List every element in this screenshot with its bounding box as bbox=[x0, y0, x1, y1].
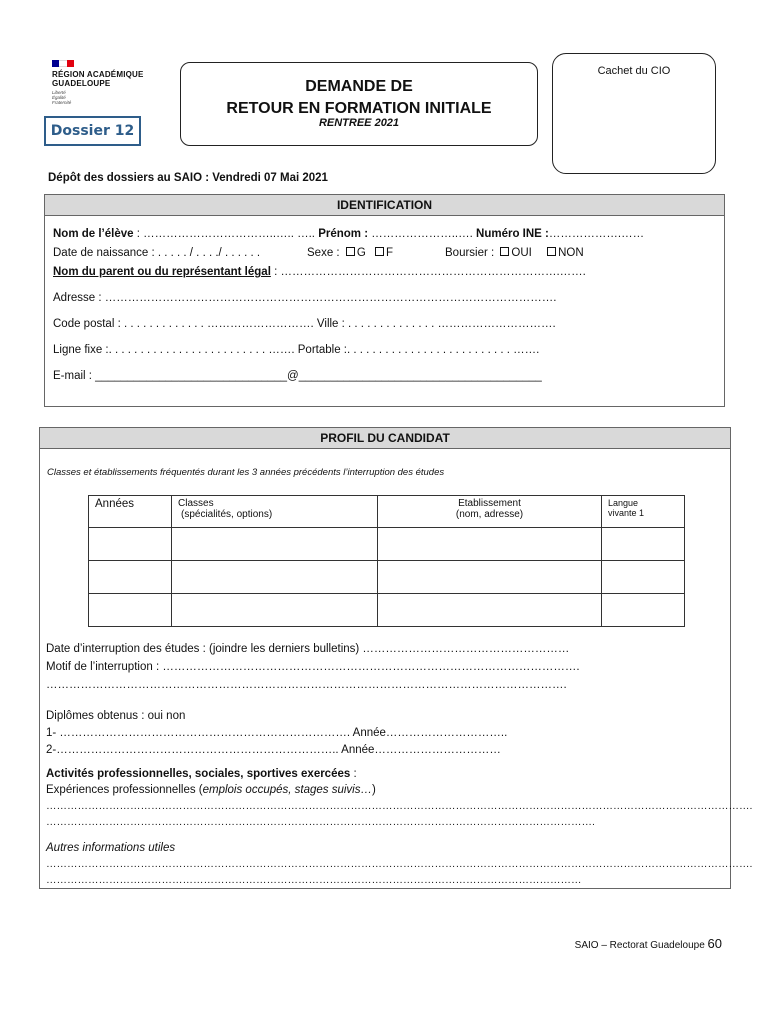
page-footer bbox=[575, 936, 722, 951]
table-cell[interactable] bbox=[602, 528, 685, 561]
experiences-line2[interactable]: …………………………………………………………………………………………………………………………………………. bbox=[46, 816, 595, 828]
autres-line1[interactable]: …………………………………………………………………………………………………………………………………………………………………………………. bbox=[46, 858, 753, 870]
table-cell[interactable] bbox=[602, 594, 685, 627]
experiences-italic: emplois occupés, stages suivis… bbox=[202, 784, 372, 796]
classes-intro: Classes et établissements fréquentés durant les 3 années précédents l’interruption des études bbox=[47, 467, 445, 478]
sexe-g-checkbox[interactable] bbox=[346, 247, 355, 256]
col-classes-line2: (spécialités, options) bbox=[181, 509, 273, 520]
table-cell[interactable] bbox=[89, 528, 172, 561]
sexe-g-label: G bbox=[356, 247, 366, 259]
col-classes bbox=[172, 496, 378, 528]
ine-field[interactable]: ……………….…… bbox=[548, 228, 645, 240]
history-table-header bbox=[89, 496, 685, 528]
diplome2-field[interactable]: 2-……………………………………………………………….. Année…………………………… bbox=[46, 744, 501, 756]
identification-name-row bbox=[53, 228, 644, 240]
logo-motto1: Liberté bbox=[52, 90, 66, 95]
boursier-oui-label: OUI bbox=[511, 247, 532, 259]
table-row bbox=[89, 561, 685, 594]
table-cell[interactable] bbox=[89, 561, 172, 594]
col-langue-line1: Langue bbox=[608, 498, 639, 508]
page-number: 60 bbox=[707, 936, 722, 951]
logo-motto3: Fraternité bbox=[52, 100, 72, 105]
diplome1-field[interactable]: 1- …………………………………………………………………. Année………………………….. bbox=[46, 727, 508, 739]
boursier-oui-checkbox[interactable] bbox=[500, 247, 509, 256]
col-langue bbox=[602, 496, 685, 528]
footer-text: SAIO – Rectorat Guadeloupe bbox=[574, 940, 705, 951]
cachet-box[interactable] bbox=[552, 53, 716, 174]
logo-motto2: Égalité bbox=[52, 95, 66, 100]
activites-colon: : bbox=[350, 768, 357, 780]
history-table bbox=[88, 495, 685, 627]
title-box bbox=[180, 62, 538, 146]
table-cell[interactable] bbox=[89, 594, 172, 627]
diplomes-label: Diplômes obtenus : oui non bbox=[46, 710, 186, 722]
table-cell[interactable] bbox=[602, 561, 685, 594]
boursier-non-label: NON bbox=[558, 247, 584, 259]
col-etablissement bbox=[378, 496, 602, 528]
experiences-label bbox=[46, 784, 376, 796]
col-annees: Années bbox=[89, 496, 172, 528]
sexe-f-label: F bbox=[385, 247, 393, 259]
cachet-label: Cachet du CIO bbox=[597, 65, 671, 77]
motif-continuation[interactable]: ………………………………………………………………………………………………………………………. bbox=[46, 679, 567, 691]
sexe-label: Sexe : bbox=[307, 247, 340, 259]
col-classes-line1: Classes bbox=[178, 498, 214, 509]
nom-label: Nom de l’élève bbox=[53, 228, 134, 240]
birthdate-field[interactable]: Date de naissance : . . . . . / . . . ./ . . . . . . bbox=[53, 247, 261, 259]
email-field[interactable]: E-mail : ______________________________@______________________________________ bbox=[53, 370, 542, 382]
logo-line2: GUADELOUPE bbox=[52, 79, 111, 88]
title-line3: RENTREE 2021 bbox=[318, 117, 400, 129]
table-cell[interactable] bbox=[378, 561, 602, 594]
motif-field[interactable]: Motif de l’interruption : ………………………………………………………………………………………………. bbox=[46, 661, 580, 673]
sexe-group bbox=[307, 247, 393, 259]
french-flag-icon bbox=[52, 60, 74, 67]
identification-header: IDENTIFICATION bbox=[45, 195, 724, 216]
parent-field[interactable]: : ……………………………………………………………….……. bbox=[270, 266, 586, 278]
identification-section bbox=[44, 194, 725, 407]
parent-row bbox=[53, 266, 586, 278]
ine-label: Numéro INE : bbox=[476, 228, 549, 240]
activites-row bbox=[46, 768, 357, 780]
col-etab-line2: (nom, adresse) bbox=[455, 509, 524, 520]
table-cell[interactable] bbox=[172, 594, 378, 627]
table-row bbox=[89, 594, 685, 627]
experiences-line1[interactable]: …………………………………………………………………………………………………………………………………………………………………………………. bbox=[46, 800, 753, 812]
boursier-group bbox=[445, 247, 584, 259]
title-line1: DEMANDE DE bbox=[305, 78, 413, 95]
depot-deadline: Dépôt des dossiers au SAIO : Vendredi 07 Mai 2021 bbox=[48, 172, 328, 184]
codepostal-ville-field[interactable]: Code postal : . . . . . . . . . . . . . ………………………. Ville : . . . . . . . . . . . . . . …………………………. bbox=[53, 318, 556, 330]
adresse-field[interactable]: Adresse : ………………………………………………………………………………………………………. bbox=[53, 292, 557, 304]
prenom-field[interactable]: …………………..…. bbox=[368, 228, 477, 240]
logo-line1: RÉGION ACADÉMIQUE bbox=[52, 70, 144, 79]
parent-label: Nom du parent ou du représentant légal bbox=[53, 266, 271, 278]
autres-label: Autres informations utiles bbox=[46, 842, 176, 854]
experiences-suffix: ) bbox=[372, 784, 376, 796]
profil-header: PROFIL DU CANDIDAT bbox=[40, 428, 730, 449]
interruption-date-field[interactable]: Date d’interruption des études : (joindre les derniers bulletins) ……………………………………………… bbox=[46, 643, 570, 655]
title-line2: RETOUR EN FORMATION INITIALE bbox=[226, 100, 492, 117]
table-cell[interactable] bbox=[378, 594, 602, 627]
academie-logo bbox=[52, 60, 172, 105]
activites-label: Activités professionnelles, sociales, sportives exercées bbox=[46, 768, 351, 780]
table-cell[interactable] bbox=[378, 528, 602, 561]
prenom-label: Prénom : bbox=[318, 228, 369, 240]
experiences-prefix: Expériences professionnelles ( bbox=[46, 784, 203, 796]
table-cell[interactable] bbox=[172, 528, 378, 561]
autres-line2[interactable]: ……………………………………………………………………………………………………………………………………… bbox=[46, 874, 582, 886]
table-cell[interactable] bbox=[172, 561, 378, 594]
boursier-label: Boursier : bbox=[445, 247, 495, 259]
dossier-label: Dossier 12 bbox=[44, 116, 141, 146]
col-langue-line2: vivante 1 bbox=[608, 508, 645, 518]
col-etab-line1: Etablissement bbox=[458, 498, 521, 509]
boursier-non-checkbox[interactable] bbox=[547, 247, 556, 256]
nom-field[interactable]: : ……………………………..….. ….. bbox=[133, 228, 319, 240]
table-row bbox=[89, 528, 685, 561]
telephone-field[interactable]: Ligne fixe :. . . . . . . . . . . . . . . . . . . . . . . . . ……. Portable :. . . . . . . . . . . . . . . . . . . . . . . . . . ……. bbox=[53, 344, 540, 356]
sexe-f-checkbox[interactable] bbox=[375, 247, 384, 256]
